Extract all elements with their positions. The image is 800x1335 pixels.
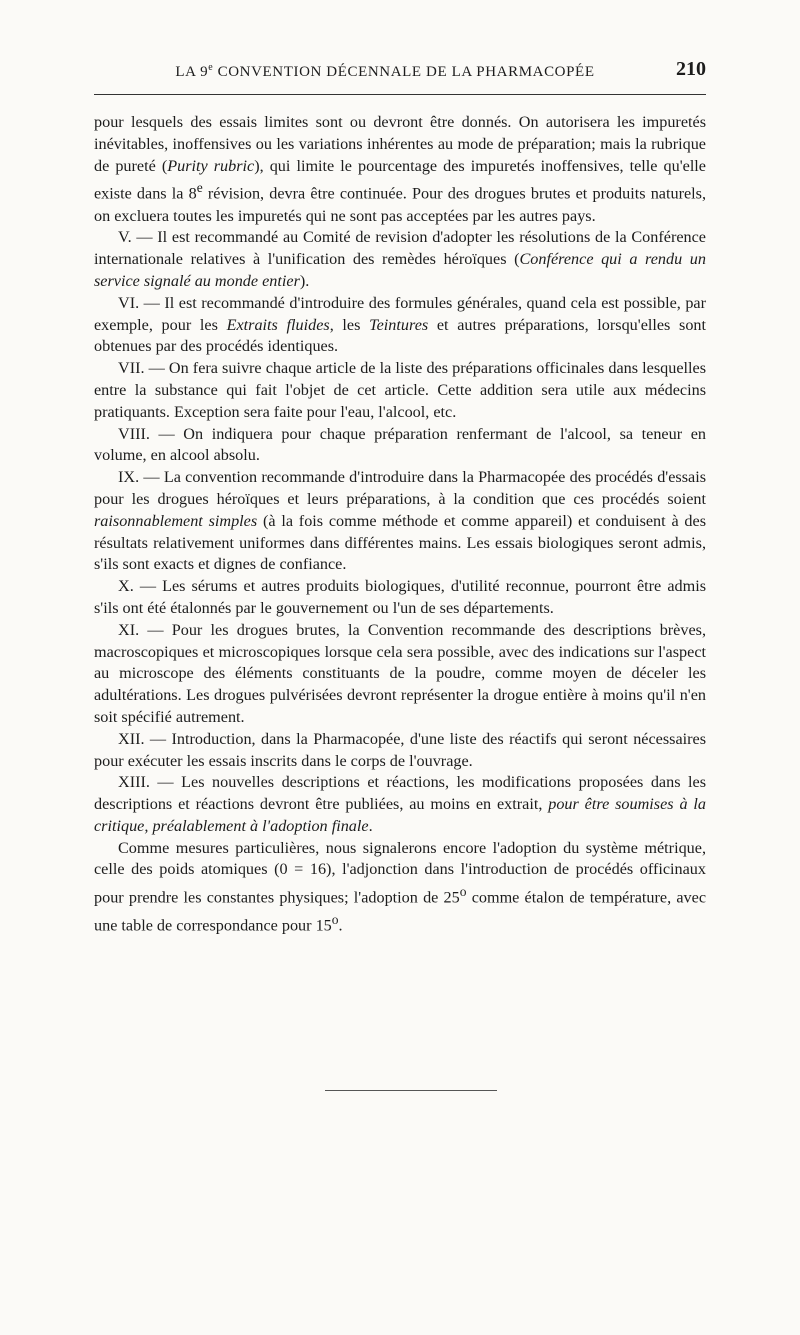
italic-run: Conférence qui a rendu un service signalé au monde entier xyxy=(94,250,706,290)
paragraph: XI. — Pour les drogues brutes, la Convention recommande des descriptions brèves, macroscopiques et microscopiques lorsque cela sera possible, avec des indications sur l'aspect au microscope des éléments constituants de la poudre, comme moyen de déceler les adultérations. Les drogues pulvérisées devront représenter la drogue entière à moins qu'il n'en soit spécifié autrement. xyxy=(94,620,706,726)
text-run: ). xyxy=(299,271,310,290)
superscript: o xyxy=(331,912,339,928)
title-superscript: e xyxy=(208,62,214,73)
paragraph xyxy=(94,227,706,292)
text-run: VI. — Il est recommandé d'introduire des formules générales, quand cela est possible, par exemple, pour les xyxy=(94,293,706,334)
italic-run: Purity rubric xyxy=(167,156,255,175)
paragraph xyxy=(94,838,706,938)
paragraph xyxy=(94,112,706,227)
italic-run: Teintures xyxy=(369,315,429,334)
title-prefix: LA 9 xyxy=(175,64,209,80)
paragraph xyxy=(94,772,706,837)
paragraph xyxy=(94,293,706,358)
text-run: . xyxy=(338,916,343,935)
paragraph: X. — Les sérums et autres produits biologiques, d'utilité reconnue, pourront être admis s'ils ont été étalonnés par le gouvernement ou l'un de ses départements. xyxy=(94,577,706,617)
paragraph xyxy=(94,467,706,576)
paragraph: XII. — Introduction, dans la Pharmacopée, d'une liste des réactifs qui seront nécessaires pour exécuter les essais inscrits dans le corps de l'ouvrage. xyxy=(94,729,706,770)
text-run: (à la fois comme méthode et comme appareil) et conduisent à des résultats relativement uniformes dans différentes mains. Les essais biologiques seront admis, s'ils sont exacts et dignes de confiance. xyxy=(94,511,706,574)
paragraph: VII. — On fera suivre chaque article de la liste des préparations officinales dans lesquelles entre la substance qui fait l'objet de cet article. Cette addition sera utile aux médecins pratiquants. Exception sera faite pour l'eau, l'alcool, etc. xyxy=(94,359,706,421)
running-header xyxy=(94,58,706,86)
text-run: . xyxy=(368,816,373,835)
text-run: révision, devra être continuée. Pour des drogues brutes et produits naturels, on excluera toutes les impuretés qui ne sont pas acceptées par les autres pays. xyxy=(94,184,706,225)
page-number: 210 xyxy=(676,58,706,80)
paragraph: VIII. — On indiquera pour chaque préparation renfermant de l'alcool, sa teneur en volume, en alcool absolu. xyxy=(94,424,706,465)
superscript: e xyxy=(196,180,203,196)
end-rule xyxy=(325,1090,497,1091)
running-title xyxy=(94,62,676,81)
text-run: , les xyxy=(329,315,370,334)
superscript: o xyxy=(459,884,467,900)
text-run: pour lesquels des essais limites sont ou devront être donnés. On autorisera les impuretés inévitables, inoffensives ou les variations inhérentes au mode de préparation; mais la rubrique de pureté ( xyxy=(94,113,706,175)
title-rest: CONVENTION DÉCENNALE DE LA PHARMACOPÉE xyxy=(213,64,595,80)
text-run: Comme mesures particulières, nous signalerons encore l'adoption du système métrique, celle des poids atomiques (0 = 16), l'adjonction dans l'introduction de procédés officinaux pour prendre les constantes physiques; l'adoption de 25 xyxy=(94,838,706,907)
text-run: IX. — La convention recommande d'introduire dans la Pharmacopée des procédés d'essais pour les drogues héroïques et leurs préparations, à la condition que ces procédés soient xyxy=(94,468,706,508)
text-run: ), qui limite le pourcentage des impuretés inoffensives, telle qu'elle existe dans la 8 xyxy=(94,156,706,203)
text-run: et autres préparations, lorsqu'elles sont obtenues par des procédés identiques. xyxy=(94,315,707,356)
italic-run: Extraits fluides xyxy=(226,315,330,334)
italic-run: raisonnablement simples xyxy=(94,511,258,530)
text-run: XIII. — Les nouvelles descriptions et réactions, les modifications proposées dans les descriptions et réactions devront être publiées, au moins en extrait, xyxy=(94,773,706,814)
page-body xyxy=(94,112,706,938)
header-rule xyxy=(94,94,706,95)
text-run: comme étalon de température, avec une table de correspondance pour 15 xyxy=(94,888,706,935)
italic-run: pour être soumises à la critique, préalablement à l'adoption finale xyxy=(94,795,706,835)
text-run: V. — Il est recommandé au Comité de revision d'adopter les résolutions de la Conférence internationale relatives à l'unification des remèdes héroïques ( xyxy=(94,228,706,269)
